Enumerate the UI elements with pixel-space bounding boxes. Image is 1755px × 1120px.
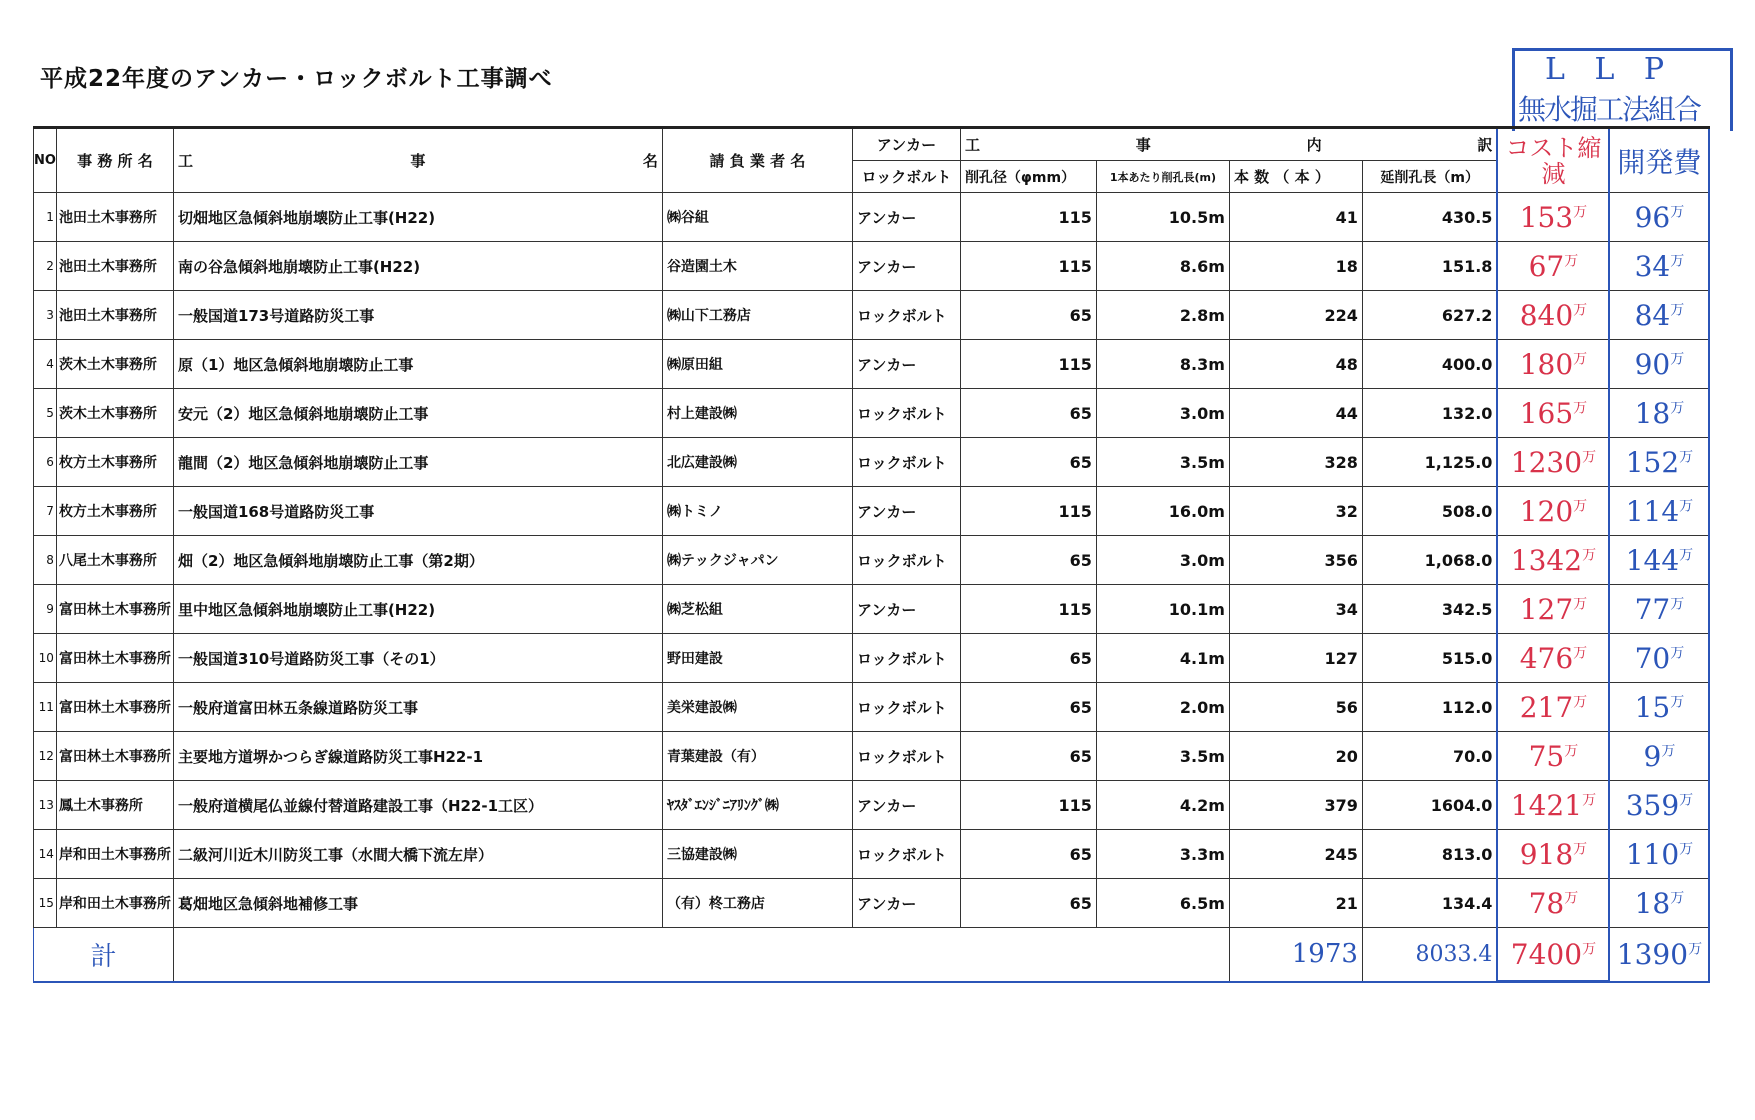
cell-type: ロックボルト bbox=[852, 732, 960, 781]
header-type-rockbolt: ロックボルト bbox=[852, 161, 960, 193]
unit-man: 万 bbox=[1670, 890, 1685, 907]
cell-type: ロックボルト bbox=[852, 683, 960, 732]
unit-man: 万 bbox=[1679, 547, 1694, 564]
cell-cost-reduction bbox=[1497, 634, 1609, 683]
cell-dev-cost-value: 359 bbox=[1625, 788, 1680, 822]
cell-dev-cost-value: 77 bbox=[1634, 592, 1671, 626]
cell-contractor: 美栄建設㈱ bbox=[662, 683, 852, 732]
cell-dev-cost bbox=[1609, 585, 1709, 634]
cell-cost-reduction bbox=[1497, 879, 1609, 928]
table-row bbox=[34, 634, 1710, 683]
cell-cost-reduction-value: 120 bbox=[1519, 494, 1574, 528]
cell-count: 48 bbox=[1229, 340, 1362, 389]
cell-dev-cost bbox=[1609, 683, 1709, 732]
total-blank bbox=[173, 928, 1229, 982]
cell-cost-reduction-value: 180 bbox=[1519, 347, 1574, 381]
cell-dev-cost-value: 18 bbox=[1634, 396, 1671, 430]
cell-total-length: 813.0 bbox=[1362, 830, 1497, 879]
cell-cost-reduction-value: 153 bbox=[1519, 200, 1574, 234]
cell-project: 一般国道173号道路防災工事 bbox=[173, 291, 662, 340]
cell-dev-cost-value: 114 bbox=[1625, 494, 1680, 528]
cell-no: 7 bbox=[34, 487, 57, 536]
total-length: 8033.4 bbox=[1362, 928, 1497, 982]
cell-total-length: 1604.0 bbox=[1362, 781, 1497, 830]
cell-contractor: ﾔｽﾀﾞｴﾝｼﾞﾆｱﾘﾝｸﾞ㈱ bbox=[662, 781, 852, 830]
header-breakdown bbox=[960, 128, 1497, 161]
cell-diameter: 115 bbox=[960, 340, 1096, 389]
header-contractor: 請 負 業 者 名 bbox=[662, 128, 852, 193]
cell-no: 3 bbox=[34, 291, 57, 340]
header-breakdown-char-4: 訳 bbox=[1477, 136, 1493, 154]
table-row bbox=[34, 389, 1710, 438]
cell-no: 4 bbox=[34, 340, 57, 389]
cell-office: 富田林土木事務所 bbox=[56, 732, 173, 781]
table-row bbox=[34, 291, 1710, 340]
cell-dev-cost-value: 15 bbox=[1634, 690, 1671, 724]
cell-type: アンカー bbox=[852, 340, 960, 389]
unit-man: 万 bbox=[1670, 204, 1685, 221]
cell-cost-reduction-value: 165 bbox=[1519, 396, 1574, 430]
cell-office: 岸和田土木事務所 bbox=[56, 879, 173, 928]
cell-count: 245 bbox=[1229, 830, 1362, 879]
cell-diameter: 65 bbox=[960, 732, 1096, 781]
header-office: 事 務 所 名 bbox=[56, 128, 173, 193]
unit-man: 万 bbox=[1564, 743, 1579, 760]
cell-dev-cost bbox=[1609, 536, 1709, 585]
cell-cost-reduction-value: 217 bbox=[1519, 690, 1574, 724]
unit-man: 万 bbox=[1670, 253, 1685, 270]
cell-dev-cost bbox=[1609, 389, 1709, 438]
unit-man: 万 bbox=[1679, 792, 1694, 809]
cell-diameter: 65 bbox=[960, 291, 1096, 340]
header-project-char-3: 名 bbox=[642, 152, 658, 170]
table-row bbox=[34, 340, 1710, 389]
cell-length: 2.8m bbox=[1096, 291, 1229, 340]
cell-count: 328 bbox=[1229, 438, 1362, 487]
cell-project: 二級河川近木川防災工事（水間大橋下流左岸） bbox=[173, 830, 662, 879]
header-dev-cost: 開発費 bbox=[1609, 128, 1709, 193]
cell-project: 畑（2）地区急傾斜地崩壊防止工事（第2期） bbox=[173, 536, 662, 585]
construction-table bbox=[33, 126, 1710, 983]
cell-dev-cost bbox=[1609, 487, 1709, 536]
header-length-per: 1本あたり削孔長(m) bbox=[1096, 161, 1229, 193]
cell-office: 枚方土木事務所 bbox=[56, 487, 173, 536]
cell-no: 10 bbox=[34, 634, 57, 683]
cell-length: 4.2m bbox=[1096, 781, 1229, 830]
unit-man: 万 bbox=[1670, 302, 1685, 319]
cell-dev-cost-value: 110 bbox=[1625, 837, 1680, 871]
cell-project: 切畑地区急傾斜地崩壊防止工事(H22) bbox=[173, 193, 662, 242]
cell-contractor: 北広建設㈱ bbox=[662, 438, 852, 487]
cell-total-length: 1,068.0 bbox=[1362, 536, 1497, 585]
cell-cost-reduction-value: 67 bbox=[1528, 249, 1565, 283]
cell-count: 34 bbox=[1229, 585, 1362, 634]
total-count: 1973 bbox=[1229, 928, 1362, 982]
table-row bbox=[34, 536, 1710, 585]
cell-office: 富田林土木事務所 bbox=[56, 683, 173, 732]
table-row bbox=[34, 242, 1710, 291]
cell-office: 池田土木事務所 bbox=[56, 291, 173, 340]
cell-cost-reduction bbox=[1497, 438, 1609, 487]
cell-no: 12 bbox=[34, 732, 57, 781]
cell-type: アンカー bbox=[852, 879, 960, 928]
cell-dev-cost-value: 18 bbox=[1634, 886, 1671, 920]
cell-dev-cost bbox=[1609, 830, 1709, 879]
cell-type: アンカー bbox=[852, 487, 960, 536]
cell-total-length: 342.5 bbox=[1362, 585, 1497, 634]
cell-contractor: ㈱谷組 bbox=[662, 193, 852, 242]
total-dev-cost bbox=[1609, 928, 1709, 982]
cell-total-length: 151.8 bbox=[1362, 242, 1497, 291]
cell-no: 13 bbox=[34, 781, 57, 830]
cell-project: 南の谷急傾斜地崩壊防止工事(H22) bbox=[173, 242, 662, 291]
cell-dev-cost-value: 96 bbox=[1634, 200, 1671, 234]
cell-count: 44 bbox=[1229, 389, 1362, 438]
cell-no: 5 bbox=[34, 389, 57, 438]
document-title: 平成22年度のアンカー・ロックボルト工事調べ bbox=[40, 66, 553, 92]
cell-no: 2 bbox=[34, 242, 57, 291]
cell-diameter: 65 bbox=[960, 683, 1096, 732]
header-no: NO bbox=[34, 128, 57, 193]
unit-man: 万 bbox=[1573, 841, 1588, 858]
cell-total-length: 508.0 bbox=[1362, 487, 1497, 536]
cell-dev-cost bbox=[1609, 438, 1709, 487]
cell-count: 224 bbox=[1229, 291, 1362, 340]
cell-cost-reduction-value: 75 bbox=[1528, 739, 1565, 773]
cell-cost-reduction bbox=[1497, 193, 1609, 242]
cell-office: 鳳土木事務所 bbox=[56, 781, 173, 830]
cell-dev-cost bbox=[1609, 193, 1709, 242]
header-diameter: 削孔径（φmm） bbox=[960, 161, 1096, 193]
cell-diameter: 115 bbox=[960, 781, 1096, 830]
cell-total-length: 430.5 bbox=[1362, 193, 1497, 242]
cell-contractor: （有）柊工務店 bbox=[662, 879, 852, 928]
cell-count: 18 bbox=[1229, 242, 1362, 291]
cell-office: 池田土木事務所 bbox=[56, 242, 173, 291]
unit-man: 万 bbox=[1573, 498, 1588, 515]
table-row bbox=[34, 487, 1710, 536]
header-type-anchor: アンカー bbox=[852, 128, 960, 161]
unit-man: 万 bbox=[1679, 449, 1694, 466]
cell-cost-reduction-value: 1421 bbox=[1510, 788, 1583, 822]
cell-office: 茨木土木事務所 bbox=[56, 340, 173, 389]
table-body bbox=[34, 193, 1710, 982]
cell-office: 八尾土木事務所 bbox=[56, 536, 173, 585]
table-row bbox=[34, 732, 1710, 781]
table-row bbox=[34, 781, 1710, 830]
cell-cost-reduction-value: 1342 bbox=[1510, 543, 1583, 577]
unit-man: 万 bbox=[1679, 498, 1694, 515]
cell-diameter: 65 bbox=[960, 879, 1096, 928]
table-row bbox=[34, 879, 1710, 928]
cell-type: ロックボルト bbox=[852, 389, 960, 438]
cell-contractor: 青葉建設（有） bbox=[662, 732, 852, 781]
header-breakdown-char-2: 事 bbox=[1135, 136, 1151, 154]
cell-cost-reduction-value: 918 bbox=[1519, 837, 1574, 871]
cell-dev-cost-value: 144 bbox=[1625, 543, 1680, 577]
cell-office: 池田土木事務所 bbox=[56, 193, 173, 242]
cell-project: 一般国道168号道路防災工事 bbox=[173, 487, 662, 536]
unit-man: 万 bbox=[1573, 204, 1588, 221]
unit-man: 万 bbox=[1573, 400, 1588, 417]
cell-cost-reduction bbox=[1497, 585, 1609, 634]
cell-dev-cost bbox=[1609, 340, 1709, 389]
header-project-char-2: 事 bbox=[410, 152, 426, 170]
header-project bbox=[173, 128, 662, 193]
annotation-llp: L L P bbox=[1545, 52, 1675, 87]
unit-man: 万 bbox=[1670, 596, 1685, 613]
cell-project: 安元（2）地区急傾斜地崩壊防止工事 bbox=[173, 389, 662, 438]
total-cost-reduction-value: 7400 bbox=[1510, 937, 1583, 971]
unit-man: 万 bbox=[1573, 596, 1588, 613]
cell-length: 8.3m bbox=[1096, 340, 1229, 389]
header-count: 本 数 （ 本 ） bbox=[1229, 161, 1362, 193]
cell-total-length: 1,125.0 bbox=[1362, 438, 1497, 487]
cell-project: 葛畑地区急傾斜地補修工事 bbox=[173, 879, 662, 928]
cell-contractor: ㈱山下工務店 bbox=[662, 291, 852, 340]
cell-diameter: 65 bbox=[960, 830, 1096, 879]
cell-diameter: 65 bbox=[960, 634, 1096, 683]
cell-count: 127 bbox=[1229, 634, 1362, 683]
unit-man: 万 bbox=[1564, 890, 1579, 907]
cell-office: 富田林土木事務所 bbox=[56, 585, 173, 634]
total-dev-cost-value: 1390 bbox=[1616, 937, 1689, 971]
cell-office: 茨木土木事務所 bbox=[56, 389, 173, 438]
cell-diameter: 65 bbox=[960, 389, 1096, 438]
cell-cost-reduction bbox=[1497, 536, 1609, 585]
cell-cost-reduction bbox=[1497, 291, 1609, 340]
unit-man: 万 bbox=[1573, 302, 1588, 319]
unit-man: 万 bbox=[1582, 449, 1597, 466]
cell-count: 21 bbox=[1229, 879, 1362, 928]
unit-man: 万 bbox=[1573, 645, 1588, 662]
unit-man: 万 bbox=[1670, 694, 1685, 711]
cell-no: 9 bbox=[34, 585, 57, 634]
unit-man: 万 bbox=[1670, 400, 1685, 417]
cell-type: アンカー bbox=[852, 781, 960, 830]
cell-type: アンカー bbox=[852, 193, 960, 242]
cell-contractor: ㈱原田組 bbox=[662, 340, 852, 389]
cell-count: 32 bbox=[1229, 487, 1362, 536]
cell-total-length: 132.0 bbox=[1362, 389, 1497, 438]
cell-cost-reduction bbox=[1497, 340, 1609, 389]
cell-no: 1 bbox=[34, 193, 57, 242]
table-row bbox=[34, 830, 1710, 879]
cell-type: ロックボルト bbox=[852, 438, 960, 487]
total-cost-reduction bbox=[1497, 928, 1609, 982]
cell-cost-reduction bbox=[1497, 683, 1609, 732]
cell-cost-reduction bbox=[1497, 242, 1609, 291]
cell-type: ロックボルト bbox=[852, 291, 960, 340]
unit-man: 万 bbox=[1679, 841, 1694, 858]
cell-total-length: 515.0 bbox=[1362, 634, 1497, 683]
cell-contractor: ㈱トミノ bbox=[662, 487, 852, 536]
cell-cost-reduction-value: 78 bbox=[1528, 886, 1565, 920]
cell-cost-reduction-value: 1230 bbox=[1510, 445, 1583, 479]
unit-man: 万 bbox=[1670, 351, 1685, 368]
unit-man: 万 bbox=[1670, 645, 1685, 662]
cell-dev-cost-value: 70 bbox=[1634, 641, 1671, 675]
cell-diameter: 65 bbox=[960, 536, 1096, 585]
cell-dev-cost-value: 152 bbox=[1625, 445, 1680, 479]
table-row bbox=[34, 193, 1710, 242]
unit-man: 万 bbox=[1582, 941, 1597, 958]
header-cost-reduction: コスト縮減 bbox=[1497, 128, 1609, 193]
cell-dev-cost bbox=[1609, 634, 1709, 683]
cell-type: ロックボルト bbox=[852, 634, 960, 683]
cell-length: 10.5m bbox=[1096, 193, 1229, 242]
cell-total-length: 134.4 bbox=[1362, 879, 1497, 928]
cell-total-length: 112.0 bbox=[1362, 683, 1497, 732]
cell-length: 2.0m bbox=[1096, 683, 1229, 732]
cell-length: 3.0m bbox=[1096, 389, 1229, 438]
cell-project: 一般国道310号道路防災工事（その1） bbox=[173, 634, 662, 683]
totals-row bbox=[34, 928, 1710, 982]
cell-length: 8.6m bbox=[1096, 242, 1229, 291]
unit-man: 万 bbox=[1573, 351, 1588, 368]
cell-length: 4.1m bbox=[1096, 634, 1229, 683]
cell-dev-cost-value: 34 bbox=[1634, 249, 1671, 283]
cell-cost-reduction bbox=[1497, 830, 1609, 879]
cell-dev-cost bbox=[1609, 242, 1709, 291]
cell-project: 里中地区急傾斜地崩壊防止工事(H22) bbox=[173, 585, 662, 634]
cell-cost-reduction bbox=[1497, 732, 1609, 781]
cell-project: 一般府道富田林五条線道路防災工事 bbox=[173, 683, 662, 732]
header-project-char-1: 工 bbox=[177, 152, 193, 170]
table-row bbox=[34, 585, 1710, 634]
cell-dev-cost-value: 84 bbox=[1634, 298, 1671, 332]
cell-no: 11 bbox=[34, 683, 57, 732]
cell-dev-cost bbox=[1609, 732, 1709, 781]
cell-no: 15 bbox=[34, 879, 57, 928]
cell-project: 一般府道横尾仏並線付替道路建設工事（H22-1工区） bbox=[173, 781, 662, 830]
cell-count: 41 bbox=[1229, 193, 1362, 242]
cell-project: 原（1）地区急傾斜地崩壊防止工事 bbox=[173, 340, 662, 389]
cell-diameter: 115 bbox=[960, 242, 1096, 291]
cell-diameter: 65 bbox=[960, 438, 1096, 487]
cell-cost-reduction bbox=[1497, 781, 1609, 830]
cell-dev-cost bbox=[1609, 879, 1709, 928]
cell-length: 16.0m bbox=[1096, 487, 1229, 536]
unit-man: 万 bbox=[1582, 547, 1597, 564]
cell-cost-reduction bbox=[1497, 389, 1609, 438]
cell-count: 379 bbox=[1229, 781, 1362, 830]
cell-project: 龍間（2）地区急傾斜地崩壊防止工事 bbox=[173, 438, 662, 487]
cell-type: アンカー bbox=[852, 585, 960, 634]
cell-cost-reduction-value: 476 bbox=[1519, 641, 1574, 675]
header-breakdown-char-3: 内 bbox=[1306, 136, 1322, 154]
cell-length: 3.0m bbox=[1096, 536, 1229, 585]
cell-total-length: 627.2 bbox=[1362, 291, 1497, 340]
cell-length: 10.1m bbox=[1096, 585, 1229, 634]
unit-man: 万 bbox=[1564, 253, 1579, 270]
cell-dev-cost bbox=[1609, 781, 1709, 830]
header-breakdown-char-1: 工 bbox=[964, 136, 980, 154]
cell-type: アンカー bbox=[852, 242, 960, 291]
cell-total-length: 70.0 bbox=[1362, 732, 1497, 781]
cell-diameter: 115 bbox=[960, 193, 1096, 242]
cell-cost-reduction bbox=[1497, 487, 1609, 536]
cell-cost-reduction-value: 127 bbox=[1519, 592, 1574, 626]
unit-man: 万 bbox=[1688, 941, 1703, 958]
header-total-length: 延削孔長（m） bbox=[1362, 161, 1497, 193]
cell-diameter: 115 bbox=[960, 487, 1096, 536]
cell-count: 356 bbox=[1229, 536, 1362, 585]
cell-contractor: 野田建設 bbox=[662, 634, 852, 683]
cell-office: 枚方土木事務所 bbox=[56, 438, 173, 487]
table-row bbox=[34, 438, 1710, 487]
cell-length: 6.5m bbox=[1096, 879, 1229, 928]
cell-contractor: 三協建設㈱ bbox=[662, 830, 852, 879]
cell-contractor: 谷造園土木 bbox=[662, 242, 852, 291]
cell-contractor: ㈱テックジャパン bbox=[662, 536, 852, 585]
unit-man: 万 bbox=[1661, 743, 1676, 760]
cell-type: ロックボルト bbox=[852, 830, 960, 879]
cell-project: 主要地方道堺かつらぎ線道路防災工事H22-1 bbox=[173, 732, 662, 781]
cell-diameter: 115 bbox=[960, 585, 1096, 634]
unit-man: 万 bbox=[1582, 792, 1597, 809]
cell-count: 56 bbox=[1229, 683, 1362, 732]
cell-office: 富田林土木事務所 bbox=[56, 634, 173, 683]
cell-length: 3.5m bbox=[1096, 732, 1229, 781]
cell-cost-reduction-value: 840 bbox=[1519, 298, 1574, 332]
annotation-association: 無水掘工法組合 bbox=[1518, 93, 1701, 126]
cell-no: 6 bbox=[34, 438, 57, 487]
cell-office: 岸和田土木事務所 bbox=[56, 830, 173, 879]
cell-length: 3.3m bbox=[1096, 830, 1229, 879]
cell-contractor: ㈱芝松組 bbox=[662, 585, 852, 634]
total-label: 計 bbox=[34, 928, 174, 982]
cell-contractor: 村上建設㈱ bbox=[662, 389, 852, 438]
table-row bbox=[34, 683, 1710, 732]
cell-no: 14 bbox=[34, 830, 57, 879]
cell-type: ロックボルト bbox=[852, 536, 960, 585]
cell-count: 20 bbox=[1229, 732, 1362, 781]
cell-no: 8 bbox=[34, 536, 57, 585]
cell-dev-cost-value: 9 bbox=[1643, 739, 1662, 773]
cell-total-length: 400.0 bbox=[1362, 340, 1497, 389]
unit-man: 万 bbox=[1573, 694, 1588, 711]
cell-length: 3.5m bbox=[1096, 438, 1229, 487]
cell-dev-cost bbox=[1609, 291, 1709, 340]
cell-dev-cost-value: 90 bbox=[1634, 347, 1671, 381]
